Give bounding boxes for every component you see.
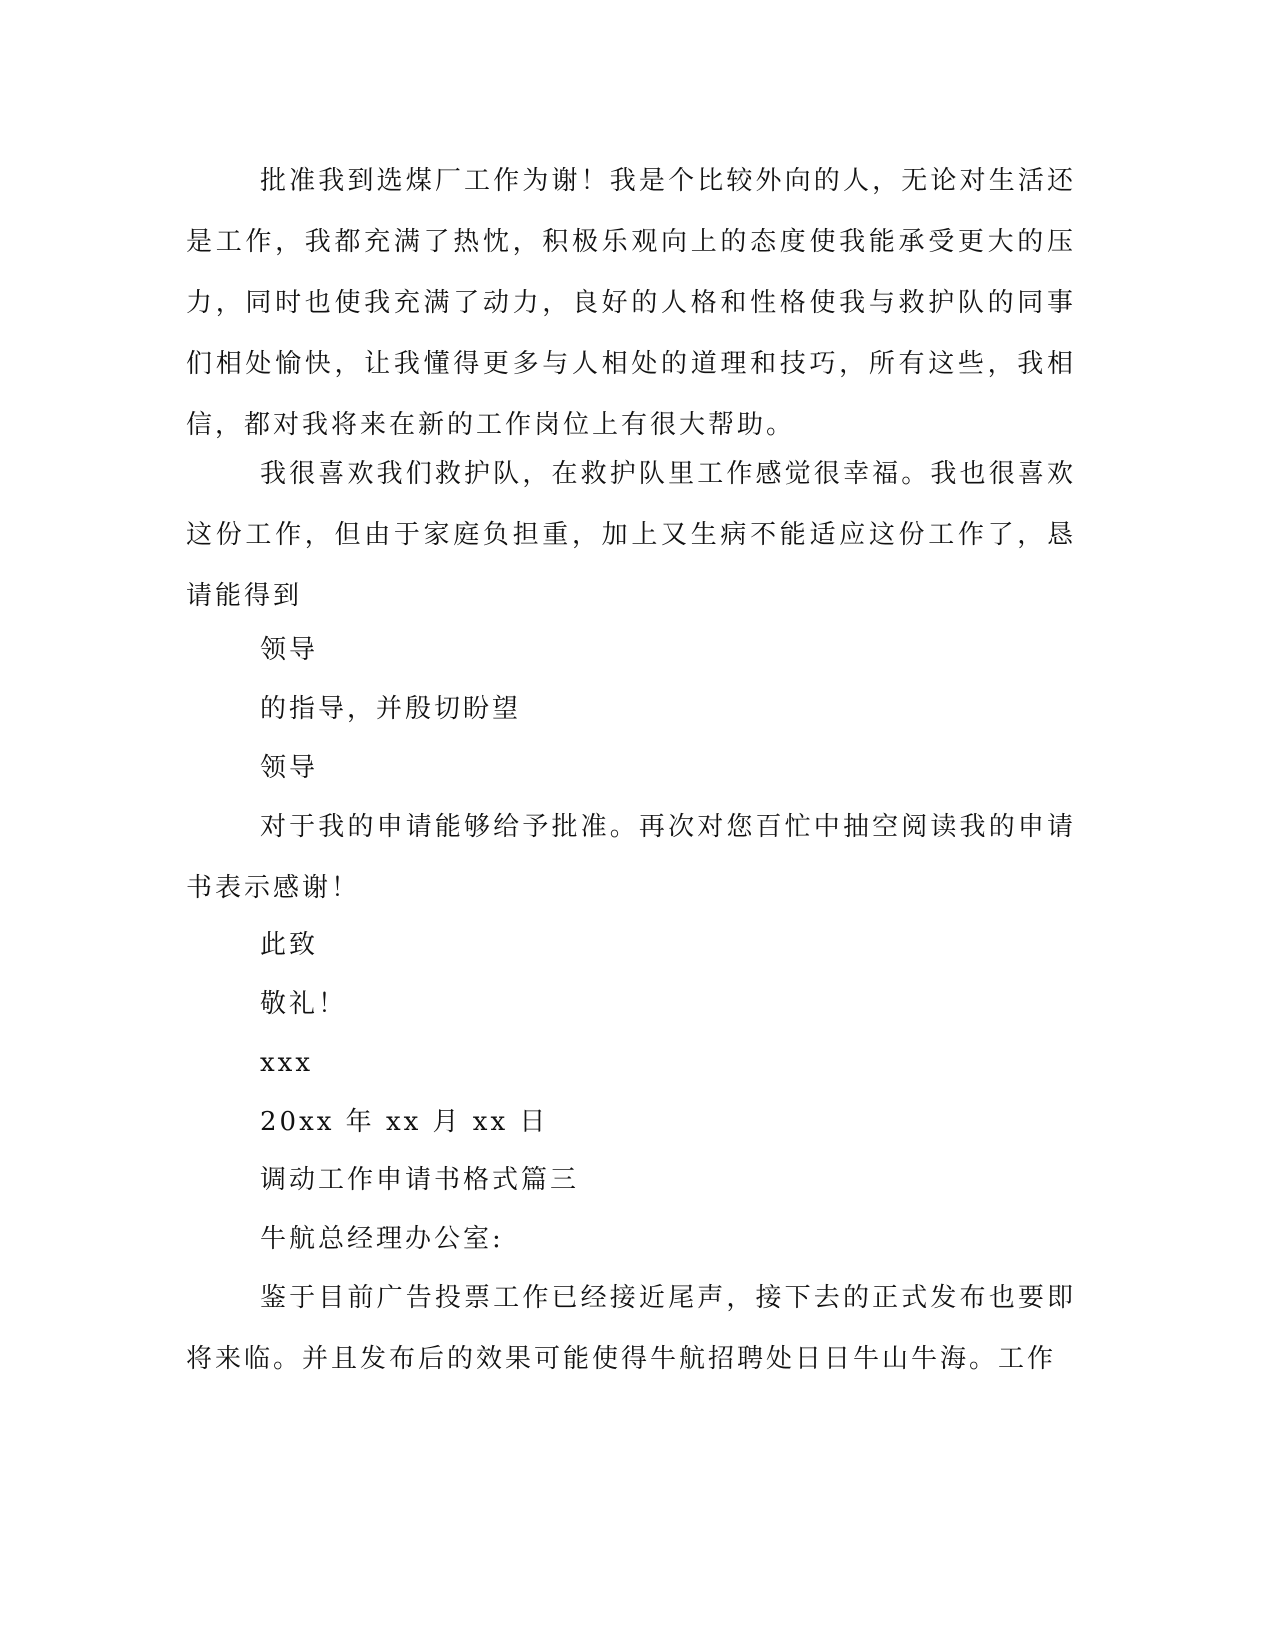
closing-line: 此致 bbox=[260, 930, 319, 960]
line-leader-2: 领导 bbox=[260, 753, 319, 783]
line-guidance: 的指导，并殷切盼望 bbox=[260, 694, 522, 724]
salute-line: 敬礼！ bbox=[260, 989, 348, 1019]
signature: xxx bbox=[260, 1048, 313, 1078]
paragraph-rescue-team: 我很喜欢我们救护队，在救护队里工作感觉很幸福。我也很喜欢这份工作，但由于家庭负担重，加上又生病不能适应这份工作了，恳请能得到 bbox=[186, 459, 1076, 611]
recipient-line: 牛航总经理办公室: bbox=[260, 1224, 504, 1254]
paragraph-work-attitude: 批准我到选煤厂工作为谢！我是个比较外向的人，无论对生活还是工作，我都充满了热忱，积极乐观向上的态度使我能承受更大的压力，同时也使我充满了动力，良好的人格和性格使我与救护队的同事们相处愉快，让我懂得更多与人相处的道理和技巧，所有这些，我相信，都对我将来在新的工作岗位上有很大帮助。 bbox=[186, 166, 1076, 440]
paragraph-ad-campaign: 鉴于目前广告投票工作已经接近尾声，接下去的正式发布也要即将来临。并且发布后的效果可能使得牛航招聘处日日牛山牛海。工作 bbox=[186, 1283, 1076, 1374]
date-line: 20xx 年 xx 月 xx 日 bbox=[260, 1107, 549, 1137]
paragraph-thanks: 对于我的申请能够给予批准。再次对您百忙中抽空阅读我的申请书表示感谢！ bbox=[186, 812, 1076, 903]
line-leader-1: 领导 bbox=[260, 635, 319, 665]
section-title: 调动工作申请书格式篇三 bbox=[260, 1165, 580, 1195]
